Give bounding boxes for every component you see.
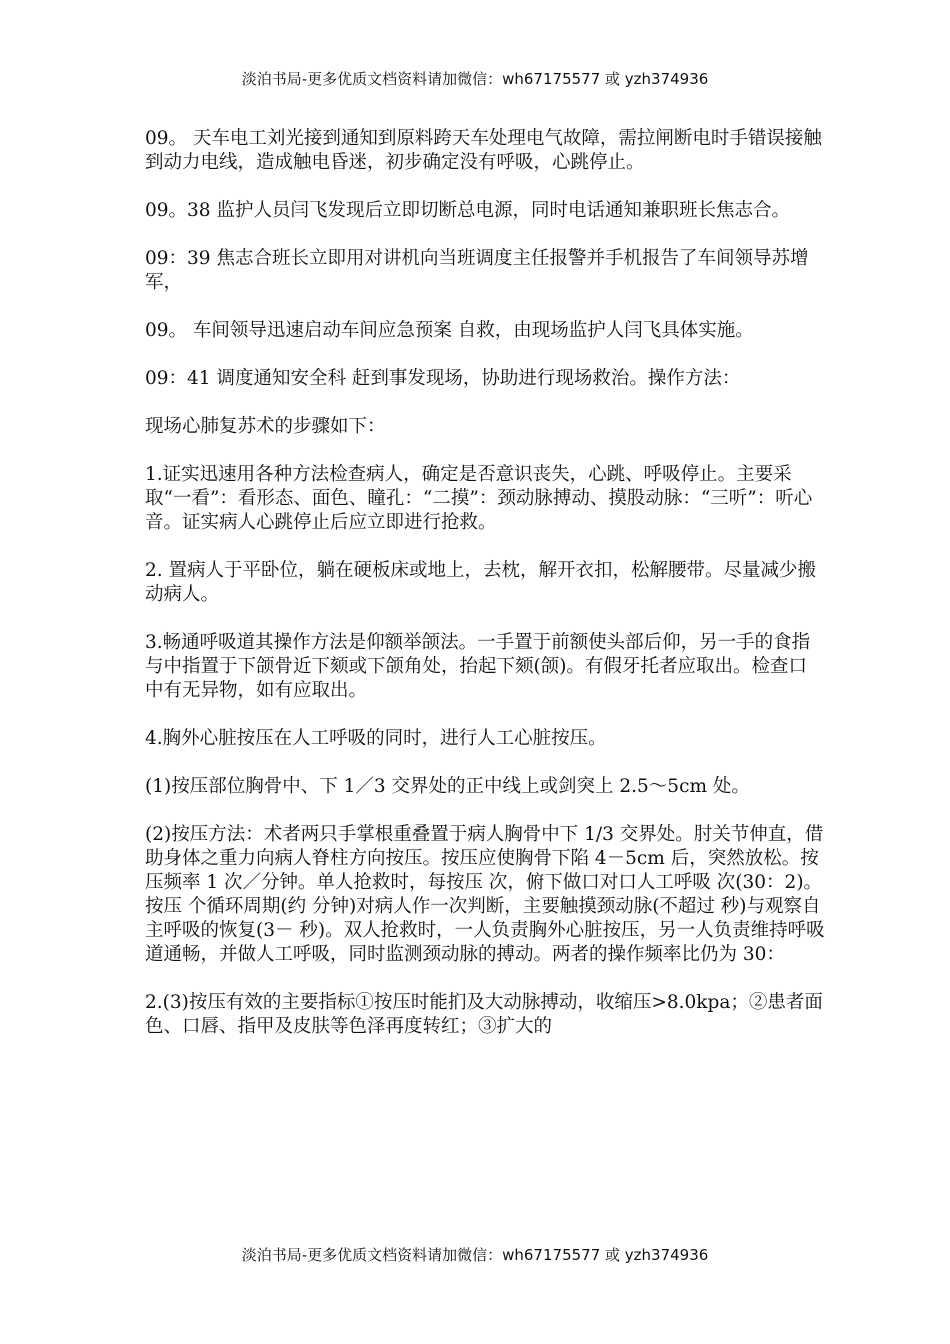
paragraph-cpr-steps-intro: 现场心肺复苏术的步骤如下： <box>145 416 386 437</box>
paragraph-step-4-2: (2)按压方法：术者两只手掌根重叠置于病人胸骨中下 1/3 交界处。肘关节伸直，借助身体之重力向病人脊柱方向按压。按压应使胸骨下陷 4－5cm 后，突然放松。按压频率 1 次／分钟。单人抢救时，每按压 次，俯下做口对口人工呼吸 次(30：2)。按压 个循环周期(约 分钟)对病人作一次判断，主要触摸颈动脉(不超过 秒)与观察自主呼吸的恢复(3－ 秒)。双人抢救时，一人负责胸外心脏按压，另一人负责维持呼吸道通畅，并做人工呼吸，同时监测颈动脉的搏动。两者的操作频率比仍为 30： <box>145 824 825 965</box>
paragraph-0939: 09：39 焦志合班长立即用对讲机向当班调度主任报警并手机报告了车间领导苏增军， <box>145 248 809 293</box>
paragraph-step-2: 2. 置病人于平卧位，躺在硬板床或地上，去枕，解开衣扣，松解腰带。尽量减少搬动病人。 <box>145 560 817 605</box>
document-body <box>145 127 825 1063</box>
paragraph-0940: 09。 车间领导迅速启动车间应急预案 自救，由现场监护人闫飞具体实施。 <box>145 320 754 341</box>
paragraph-step-3: 3.畅通呼吸道其操作方法是仰额举颌法。一手置于前额使头部后仰，另一手的食指与中指置于下颌骨近下颏或下颌角处，抬起下颏(颌)。有假牙托者应取出。检查口中有无异物，如有应取出。 <box>145 632 811 701</box>
paragraph-step-4-1: (1)按压部位胸骨中、下 1／3 交界处的正中线上或剑突上 2.5～5cm 处。 <box>145 776 750 797</box>
page-header: 淡泊书局-更多优质文档资料请加微信：wh67175577 或 yzh374936 <box>241 70 709 88</box>
paragraph-step-4-3: 2.(3)按压有效的主要指标①按压时能扪及大动脉搏动，收缩压>8.0kpa；②患者面色、口唇、指甲及皮肤等色泽再度转红；③扩大的 <box>145 992 823 1037</box>
paragraph-0941: 09：41 调度通知安全科 赶到事发现场，协助进行现场救治。操作方法： <box>145 368 741 389</box>
paragraph-0901: 09。 天车电工刘光接到通知到原料跨天车处理电气故障，需拉闸断电时手错误接触到动力电线，造成触电昏迷，初步确定没有呼吸，心跳停止。 <box>145 128 822 173</box>
paragraph-step-1: 1.证实迅速用各种方法检查病人，确定是否意识丧失，心跳、呼吸停止。主要采取“一看”：看形态、面色、瞳孔：“二摸”：颈动脉搏动、摸股动脉：“三听”：听心音。证实病人心跳停止后应立即进行抢救。 <box>145 464 813 533</box>
page-footer: 淡泊书局-更多优质文档资料请加微信：wh67175577 或 yzh374936 <box>241 1246 709 1264</box>
paragraph-step-4: 4.胸外心脏按压在人工呼吸的同时，进行人工心脏按压。 <box>145 728 607 749</box>
paragraph-0938: 09。38 监护人员闫飞发现后立即切断总电源，同时电话通知兼职班长焦志合。 <box>145 200 790 221</box>
